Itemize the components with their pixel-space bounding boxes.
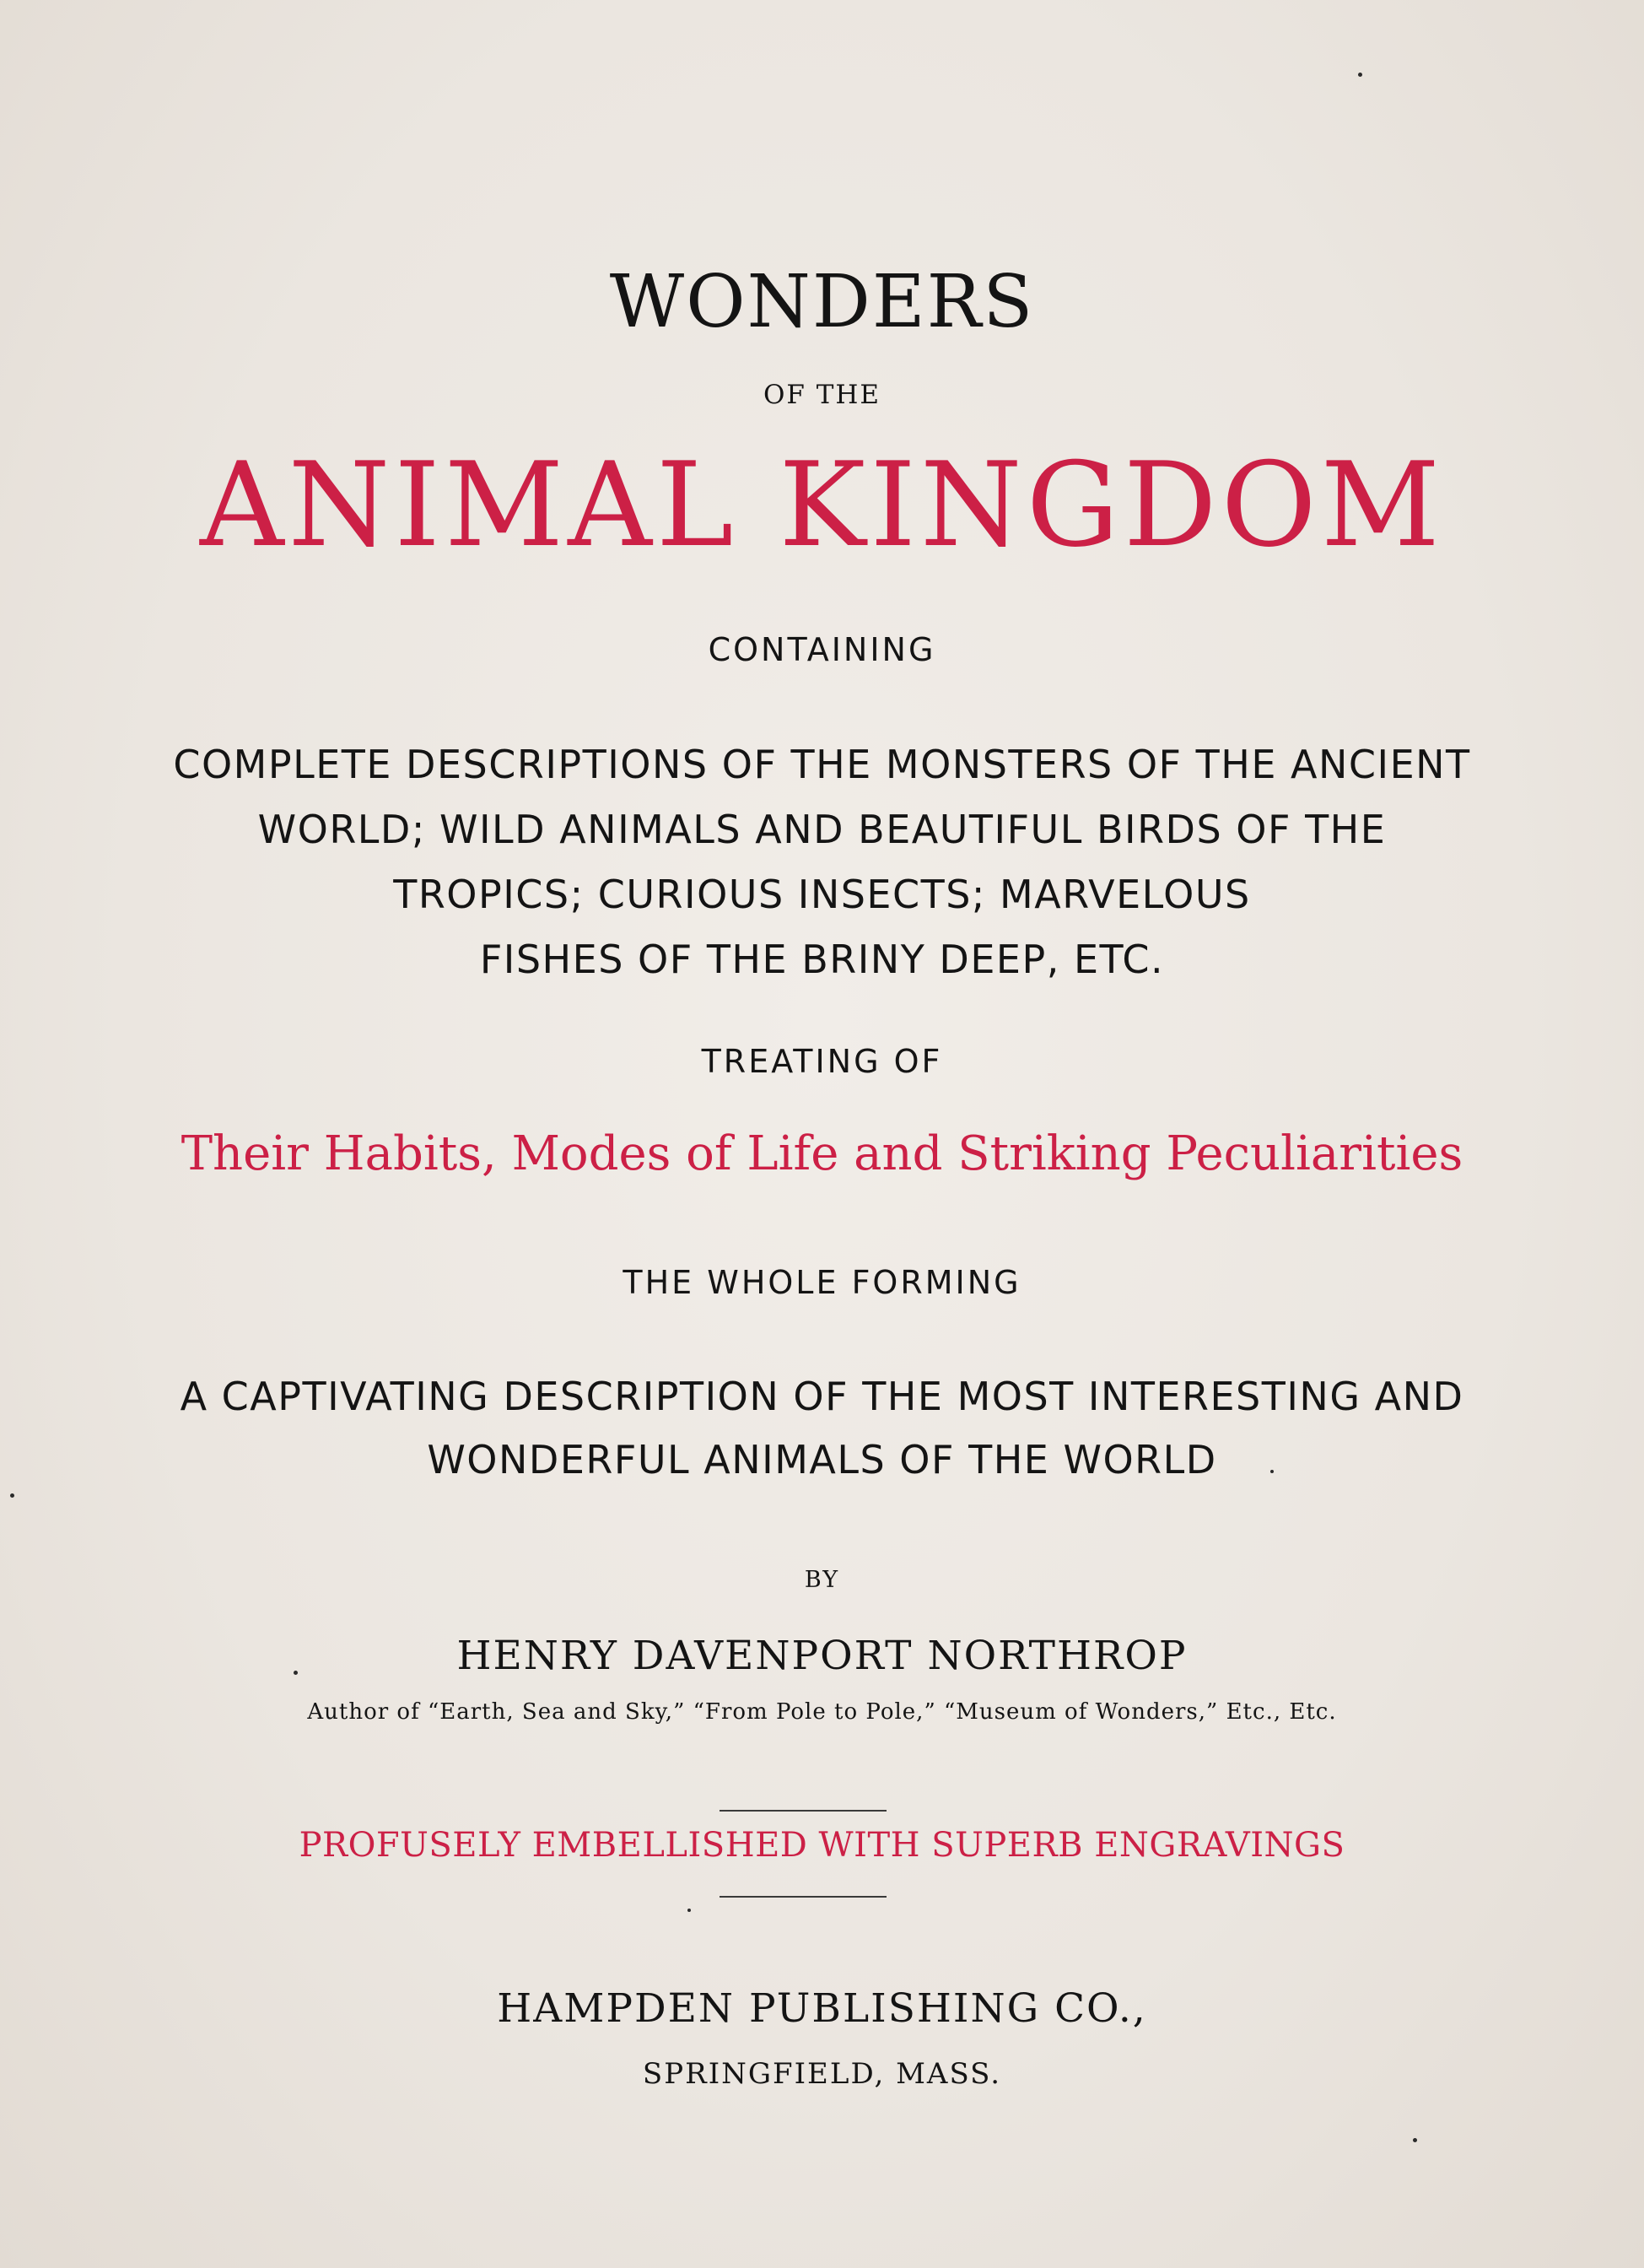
description-line: FISHES OF THE BRINY DEEP, ETC. — [479, 937, 1165, 982]
title-of-the: OF THE — [763, 380, 881, 410]
paper-speck — [1270, 1470, 1274, 1473]
containing-label: CONTAINING — [708, 631, 936, 668]
summary-block — [0, 1365, 1644, 1492]
description-line: COMPLETE DESCRIPTIONS OF THE MONSTERS OF THE ANCIENT — [173, 742, 1471, 787]
description-line: WORLD; WILD ANIMALS AND BEAUTIFUL BIRDS OF THE — [257, 807, 1387, 852]
description-line: TROPICS; CURIOUS INSECTS; MARVELOUS — [393, 872, 1251, 917]
summary-line: A CAPTIVATING DESCRIPTION OF THE MOST INTERESTING AND — [180, 1374, 1464, 1419]
paper-speck — [1358, 73, 1362, 77]
publisher-city: SPRINGFIELD, MASS. — [642, 2057, 1002, 2091]
divider-rule-top — [720, 1810, 887, 1812]
author-name: HENRY DAVENPORT NORTHROP — [456, 1633, 1188, 1679]
paper-speck — [10, 1493, 14, 1498]
paper-speck — [687, 1909, 691, 1912]
title-animal-kingdom: ANIMAL KINGDOM — [199, 437, 1445, 573]
summary-line: WONDERFUL ANIMALS OF THE WORLD — [427, 1437, 1217, 1482]
by-label: BY — [804, 1567, 840, 1593]
title-wonders: WONDERS — [609, 260, 1035, 344]
paper-speck — [1413, 2138, 1417, 2142]
description-block — [0, 732, 1644, 992]
treating-of-label: TREATING OF — [701, 1043, 943, 1080]
embellished-line: PROFUSELY EMBELLISHED WITH SUPERB ENGRAVINGS — [299, 1826, 1345, 1865]
paper-speck — [294, 1671, 298, 1675]
divider-rule-bottom — [720, 1896, 887, 1898]
whole-forming-label: THE WHOLE FORMING — [623, 1264, 1021, 1301]
publisher-name: HAMPDEN PUBLISHING CO., — [497, 1985, 1147, 2032]
habits-subtitle: Their Habits, Modes of Life and Striking Peculiarities — [181, 1126, 1463, 1181]
author-works: Author of “Earth, Sea and Sky,” “From Pole to Pole,” “Museum of Wonders,” Etc., Etc. — [307, 1699, 1337, 1725]
